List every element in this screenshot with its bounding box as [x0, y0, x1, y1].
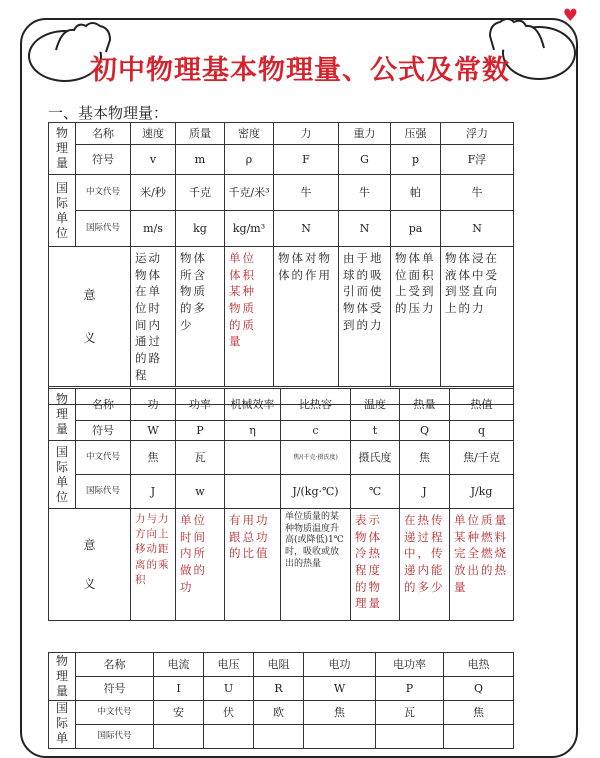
- cn-unit-label: 中文代号: [76, 441, 131, 475]
- symbol-label: 符号: [76, 421, 131, 441]
- name-label: 名称: [76, 389, 131, 421]
- intl-unit-cell: J: [400, 475, 450, 509]
- intl-unit-cell: [376, 725, 444, 749]
- meaning-cell: 力与力方向上移动距离的乘积: [131, 509, 176, 621]
- symbol-cell: η: [225, 421, 281, 441]
- name-label: 名称: [76, 123, 131, 145]
- intl-unit-label: 国际代号: [76, 475, 131, 509]
- cn-unit-cell: 牛: [274, 175, 339, 211]
- cn-unit-cell: 焦/千克: [450, 441, 514, 475]
- meaning-label: 意 义: [49, 247, 131, 387]
- name-cell: 浮力: [441, 123, 514, 145]
- meaning-cell: 单位时间内所做的功: [176, 509, 225, 621]
- intl-unit-cell: [254, 725, 304, 749]
- row-head-intl-unit: 国 际 单 位: [49, 175, 76, 247]
- name-cell: 热值: [450, 389, 514, 421]
- symbol-cell: G: [339, 145, 391, 175]
- symbol-cell: P: [376, 677, 444, 701]
- name-cell: 密度: [225, 123, 274, 145]
- symbol-cell: q: [450, 421, 514, 441]
- intl-unit-cell: ℃: [351, 475, 400, 509]
- meaning-cell: 物体浸在液体中受到竖直向上的力: [441, 247, 514, 387]
- intl-unit-cell: pa: [391, 211, 441, 247]
- cn-unit-cell: 帕: [391, 175, 441, 211]
- cn-unit-cell: 焦: [400, 441, 450, 475]
- symbol-cell: W: [304, 677, 376, 701]
- intl-unit-label: 国际代号: [76, 211, 131, 247]
- meaning-cell: 物体对物体的作用: [274, 247, 339, 387]
- name-cell: 电功率: [376, 653, 444, 677]
- cn-unit-label: 中文代号: [76, 701, 154, 725]
- meaning-cell: 有用功跟总功的比值: [225, 509, 281, 621]
- meaning-cell: 单位质量的某种物质温度升高(或降低)1℃时，吸收或放出的热量: [281, 509, 351, 621]
- name-cell: 电压: [204, 653, 254, 677]
- cn-unit-cell: 焦: [444, 701, 514, 725]
- meaning-cell: 单位质量某种燃料完全燃烧放出的热量: [450, 509, 514, 621]
- name-cell: 速度: [131, 123, 176, 145]
- page-title: 初中物理基本物理量、公式及常数: [90, 55, 510, 86]
- symbol-cell: Q: [400, 421, 450, 441]
- name-cell: 功率: [176, 389, 225, 421]
- intl-unit-cell: [154, 725, 204, 749]
- meaning-cell: 表示物体冷热程度的物理量: [351, 509, 400, 621]
- symbol-cell: t: [351, 421, 400, 441]
- cn-unit-label: 中文代号: [76, 175, 131, 211]
- cn-unit-cell: 摄氏度: [351, 441, 400, 475]
- name-cell: 电热: [444, 653, 514, 677]
- cn-unit-cell: 瓦: [376, 701, 444, 725]
- symbol-label: 符号: [76, 145, 131, 175]
- intl-unit-cell: [225, 475, 281, 509]
- intl-unit-cell: [304, 725, 376, 749]
- symbol-cell: F: [274, 145, 339, 175]
- symbol-label: 符号: [76, 677, 154, 701]
- name-cell: 重力: [339, 123, 391, 145]
- intl-unit-cell: w: [176, 475, 225, 509]
- name-cell: 电流: [154, 653, 204, 677]
- intl-unit-cell: J: [131, 475, 176, 509]
- cn-unit-cell: 米/秒: [131, 175, 176, 211]
- intl-unit-cell: J/(kg·℃): [281, 475, 351, 509]
- intl-unit-cell: N: [274, 211, 339, 247]
- symbol-cell: ρ: [225, 145, 274, 175]
- meaning-cell: 运动物体在单位时间内通过的路程: [131, 247, 176, 387]
- table-electrical-quantities: [48, 652, 514, 749]
- row-head-quantity: 物 理 量: [49, 653, 76, 701]
- cn-unit-cell: 焦: [304, 701, 376, 725]
- cn-unit-cell: 瓦: [176, 441, 225, 475]
- intl-unit-cell: N: [339, 211, 391, 247]
- cn-unit-cell: 焦: [131, 441, 176, 475]
- symbol-cell: p: [391, 145, 441, 175]
- symbol-cell: W: [131, 421, 176, 441]
- cn-unit-cell: 焦/(千克·摄氏度): [281, 441, 351, 475]
- intl-unit-cell: [444, 725, 514, 749]
- meaning-cell: 单位体积某种物质的质量: [225, 247, 274, 387]
- name-cell: 电功: [304, 653, 376, 677]
- cn-unit-cell: 欧: [254, 701, 304, 725]
- symbol-cell: v: [131, 145, 176, 175]
- meaning-cell: 物体所含物质的多少: [176, 247, 225, 387]
- meaning-cell: 物体单位面积上受到的压力: [391, 247, 441, 387]
- symbol-cell: I: [154, 677, 204, 701]
- symbol-cell: F浮: [441, 145, 514, 175]
- cn-unit-cell: 牛: [339, 175, 391, 211]
- table-basic-quantities-2: [48, 388, 514, 621]
- name-cell: 力: [274, 123, 339, 145]
- name-cell: 机械效率: [225, 389, 281, 421]
- name-cell: 质量: [176, 123, 225, 145]
- heart-icon: ♥: [562, 6, 578, 26]
- symbol-cell: P: [176, 421, 225, 441]
- name-cell: 压强: [391, 123, 441, 145]
- row-head-intl-unit: 国 际 单: [49, 701, 76, 749]
- cn-unit-cell: 牛: [441, 175, 514, 211]
- name-cell: 比热容: [281, 389, 351, 421]
- symbol-cell: m: [176, 145, 225, 175]
- row-head-intl-unit: 国 际 单 位: [49, 441, 76, 509]
- name-cell: 电阻: [254, 653, 304, 677]
- symbol-cell: U: [204, 677, 254, 701]
- cn-unit-cell: 千克/米³: [225, 175, 274, 211]
- symbol-cell: Q: [444, 677, 514, 701]
- intl-unit-cell: N: [441, 211, 514, 247]
- intl-unit-cell: [204, 725, 254, 749]
- row-head-quantity: 物 理 量: [49, 123, 76, 175]
- meaning-cell: 由于地球的吸引而使物体受到的力: [339, 247, 391, 387]
- symbol-cell: c: [281, 421, 351, 441]
- name-cell: 热量: [400, 389, 450, 421]
- meaning-label: 意 义: [49, 509, 131, 621]
- intl-unit-label: 国际代号: [76, 725, 154, 749]
- intl-unit-cell: kg: [176, 211, 225, 247]
- name-cell: 温度: [351, 389, 400, 421]
- name-cell: 功: [131, 389, 176, 421]
- intl-unit-cell: m/s: [131, 211, 176, 247]
- table-basic-quantities-1: [48, 122, 514, 405]
- meaning-cell: 在热传递过程中，传递内能的多少: [400, 509, 450, 621]
- section-heading-basic-quantities: 一、基本物理量：: [48, 104, 169, 122]
- row-head-quantity: 物 理 量: [49, 389, 76, 441]
- cn-unit-cell: 千克: [176, 175, 225, 211]
- intl-unit-cell: J/kg: [450, 475, 514, 509]
- intl-unit-cell: kg/m³: [225, 211, 274, 247]
- name-label: 名称: [76, 653, 154, 677]
- cn-unit-cell: 伏: [204, 701, 254, 725]
- cn-unit-cell: 安: [154, 701, 204, 725]
- symbol-cell: R: [254, 677, 304, 701]
- cn-unit-cell: [225, 441, 281, 475]
